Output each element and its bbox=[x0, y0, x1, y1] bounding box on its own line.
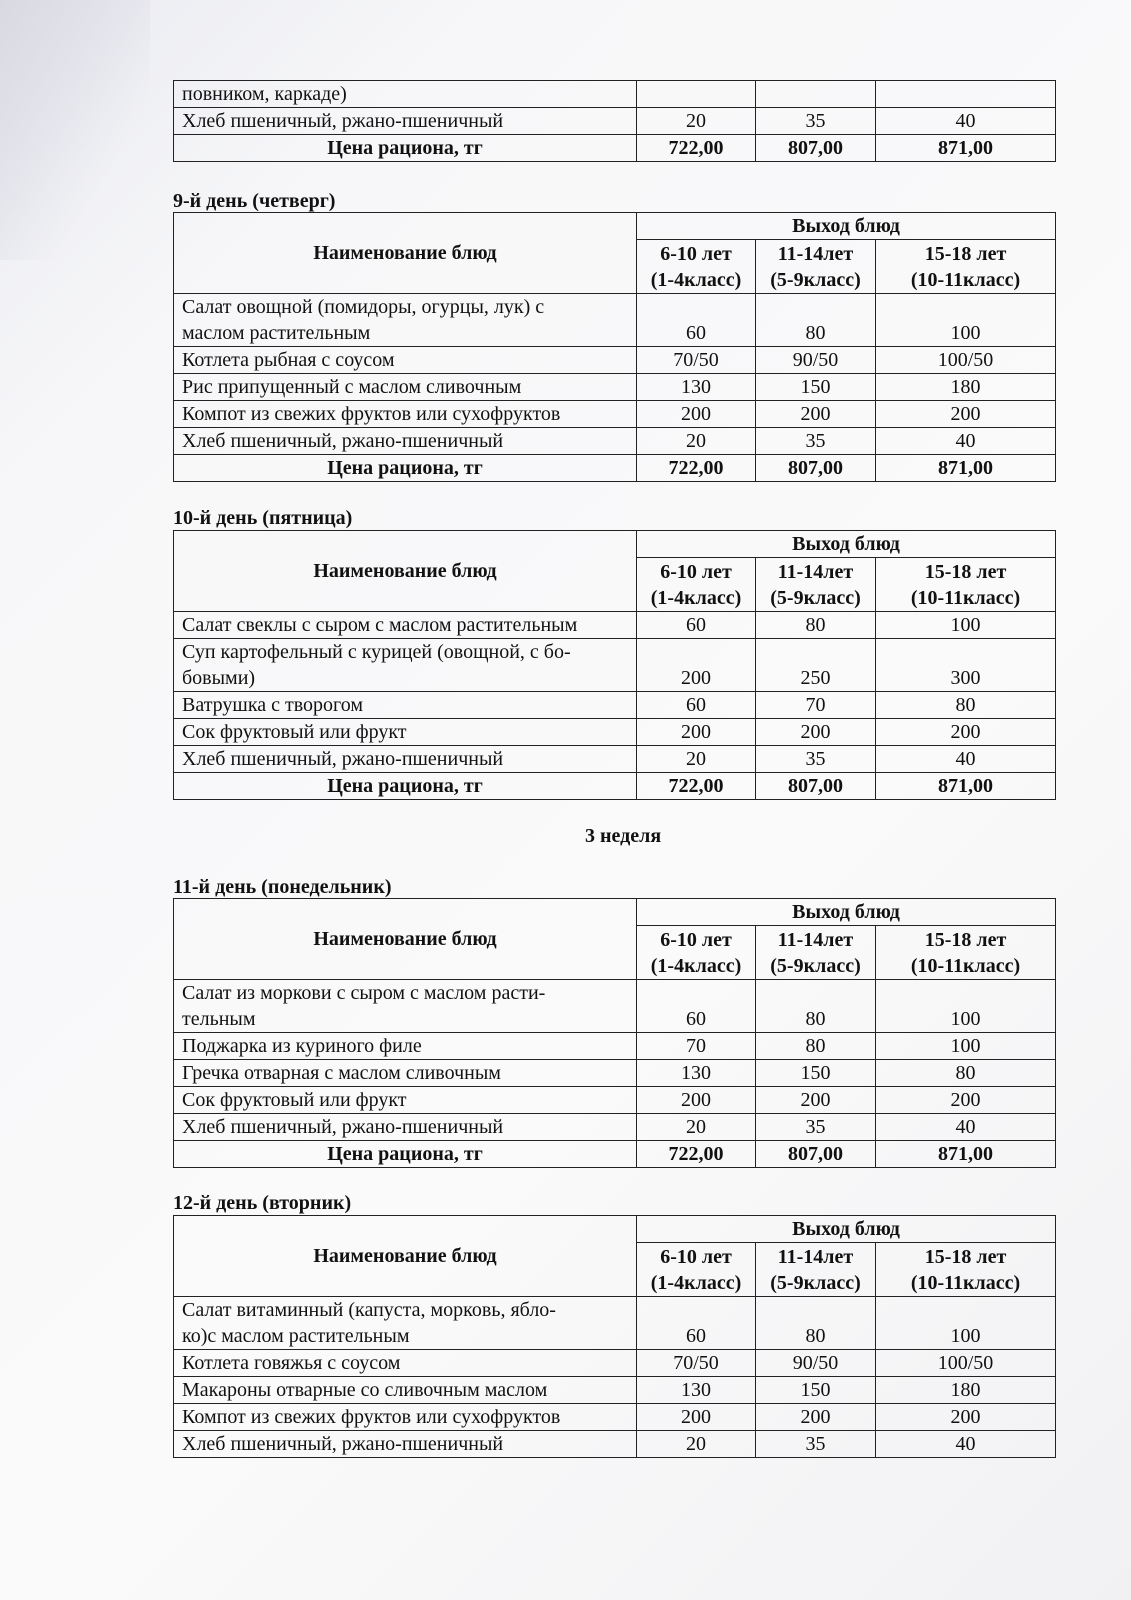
portion-age3: 100 bbox=[876, 1297, 1056, 1350]
total-age2: 807,00 bbox=[756, 135, 876, 162]
dish-name: Поджарка из куриного филе bbox=[174, 1033, 637, 1060]
table-row bbox=[174, 1404, 1056, 1431]
portion-age2: 250 bbox=[756, 639, 876, 692]
class-label: (5-9класс) bbox=[770, 1271, 861, 1294]
dish-name: Компот из свежих фруктов или сухофруктов bbox=[174, 1404, 637, 1431]
day9-title: 9-й день (четверг) bbox=[173, 190, 336, 212]
class-label: (5-9класс) bbox=[770, 954, 861, 977]
total-age3: 871,00 bbox=[876, 135, 1056, 162]
portion-age1: 130 bbox=[637, 1060, 756, 1087]
portion-age3: 80 bbox=[876, 1060, 1056, 1087]
portion-age1: 200 bbox=[637, 719, 756, 746]
age3-header bbox=[876, 1243, 1056, 1297]
portion-age1: 60 bbox=[637, 692, 756, 719]
portion-age1: 200 bbox=[637, 1087, 756, 1114]
portion-age1: 70/50 bbox=[637, 347, 756, 374]
portion-age3: 100 bbox=[876, 612, 1056, 639]
portion-age2: 150 bbox=[756, 1060, 876, 1087]
age1-header bbox=[637, 558, 756, 612]
scan-shadow bbox=[0, 0, 150, 260]
day12-title: 12-й день (вторник) bbox=[173, 1192, 352, 1214]
table-row bbox=[174, 639, 1056, 692]
dish-name: Котлета рыбная с соусом bbox=[174, 347, 637, 374]
portion-age1: 200 bbox=[637, 401, 756, 428]
total-age3: 871,00 bbox=[876, 1141, 1056, 1168]
table-row bbox=[174, 401, 1056, 428]
portion-age1: 130 bbox=[637, 1377, 756, 1404]
portion-age3: 40 bbox=[876, 1431, 1056, 1458]
table-row bbox=[174, 347, 1056, 374]
age-label: 11-14лет bbox=[777, 1245, 854, 1268]
table-row bbox=[174, 1377, 1056, 1404]
portion-age1: 200 bbox=[637, 639, 756, 692]
portion-age3: 40 bbox=[876, 428, 1056, 455]
portion-age1: 130 bbox=[637, 374, 756, 401]
age2-header bbox=[756, 240, 876, 294]
portion-age3: 100/50 bbox=[876, 347, 1056, 374]
portion-age2: 150 bbox=[756, 374, 876, 401]
age-label: 15-18 лет bbox=[924, 560, 1007, 583]
day11-title: 11-й день (понедельник) bbox=[173, 876, 392, 898]
week-heading: 3 неделя bbox=[585, 825, 662, 847]
dish-name: Гречка отварная с маслом сливочным bbox=[174, 1060, 637, 1087]
dish-name: Компот из свежих фруктов или сухофруктов bbox=[174, 401, 637, 428]
total-row bbox=[174, 135, 1056, 162]
output-header: Выход блюд bbox=[637, 213, 1056, 240]
output-header: Выход блюд bbox=[637, 1216, 1056, 1243]
dish-name: Хлеб пшеничный, ржано-пшеничный bbox=[174, 108, 637, 135]
dish-name: Хлеб пшеничный, ржано-пшеничный bbox=[174, 1114, 637, 1141]
total-label: Цена рациона, тг bbox=[174, 455, 637, 482]
age-label: 15-18 лет bbox=[924, 1245, 1007, 1268]
portion-age3: 100/50 bbox=[876, 1350, 1056, 1377]
portion-age3: 100 bbox=[876, 1033, 1056, 1060]
table-row bbox=[174, 980, 1056, 1033]
class-label: (5-9класс) bbox=[770, 586, 861, 609]
portion-age1: 20 bbox=[637, 428, 756, 455]
class-label: (1-4класс) bbox=[650, 586, 742, 609]
class-label: (10-11класс) bbox=[910, 954, 1021, 977]
dish-name: Салат свеклы с сыром с маслом растительным bbox=[174, 612, 637, 639]
portion-age2: 200 bbox=[756, 1087, 876, 1114]
dish-name bbox=[174, 1297, 637, 1350]
age1-header bbox=[637, 1243, 756, 1297]
class-label: (10-11класс) bbox=[910, 268, 1021, 291]
total-age1: 722,00 bbox=[637, 135, 756, 162]
total-age3: 871,00 bbox=[876, 455, 1056, 482]
portion-age2: 200 bbox=[756, 1404, 876, 1431]
table-day9 bbox=[173, 212, 1056, 482]
dish-name: Рис припущенный с маслом сливочным bbox=[174, 374, 637, 401]
table-row bbox=[174, 428, 1056, 455]
portion-age2: 90/50 bbox=[756, 347, 876, 374]
total-age3: 871,00 bbox=[876, 773, 1056, 800]
table-row bbox=[174, 1087, 1056, 1114]
age1-header bbox=[637, 926, 756, 980]
age1-header bbox=[637, 240, 756, 294]
age3-header bbox=[876, 926, 1056, 980]
portion-age3: 200 bbox=[876, 1087, 1056, 1114]
dish-name bbox=[174, 639, 637, 692]
portion-age2: 35 bbox=[756, 746, 876, 773]
class-label: (1-4класс) bbox=[650, 954, 742, 977]
dish-name: Хлеб пшеничный, ржано-пшеничный bbox=[174, 1431, 637, 1458]
class-label: (10-11класс) bbox=[910, 1271, 1021, 1294]
total-row bbox=[174, 773, 1056, 800]
portion-age1: 60 bbox=[637, 1297, 756, 1350]
table-row bbox=[174, 81, 1056, 108]
table-row bbox=[174, 1060, 1056, 1087]
age3-header bbox=[876, 558, 1056, 612]
age-label: 15-18 лет bbox=[924, 928, 1007, 951]
portion-age1: 20 bbox=[637, 108, 756, 135]
total-age2: 807,00 bbox=[756, 773, 876, 800]
dish-name: Ватрушка с творогом bbox=[174, 692, 637, 719]
total-age1: 722,00 bbox=[637, 1141, 756, 1168]
portion-age3: 100 bbox=[876, 980, 1056, 1033]
dish-name-line: маслом растительным bbox=[182, 322, 371, 344]
portion-age1: 60 bbox=[637, 980, 756, 1033]
dish-name: Хлеб пшеничный, ржано-пшеничный bbox=[174, 428, 637, 455]
dish-name: Макароны отварные со сливочным маслом bbox=[174, 1377, 637, 1404]
portion-age1: 70 bbox=[637, 1033, 756, 1060]
dish-name-line: Суп картофельный с курицей (овощной, с бо- bbox=[182, 641, 571, 663]
age-label: 11-14лет bbox=[777, 928, 854, 951]
dish-column-header: Наименование блюд bbox=[174, 1216, 637, 1297]
portion-age3 bbox=[876, 81, 1056, 108]
dish-name: Котлета говяжья с соусом bbox=[174, 1350, 637, 1377]
portion-age3: 200 bbox=[876, 719, 1056, 746]
portion-age2: 70 bbox=[756, 692, 876, 719]
class-label: (5-9класс) bbox=[770, 268, 861, 291]
age-label: 11-14лет bbox=[777, 560, 854, 583]
class-label: (1-4класс) bbox=[650, 1271, 742, 1294]
total-age2: 807,00 bbox=[756, 1141, 876, 1168]
portion-age3: 40 bbox=[876, 108, 1056, 135]
dish-name-line: тельным bbox=[182, 1008, 256, 1030]
portion-age2: 80 bbox=[756, 612, 876, 639]
dish-name: Сок фруктовый или фрукт bbox=[174, 1087, 637, 1114]
portion-age2 bbox=[756, 81, 876, 108]
table-row bbox=[174, 719, 1056, 746]
portion-age2: 80 bbox=[756, 294, 876, 347]
portion-age1: 20 bbox=[637, 1431, 756, 1458]
portion-age2: 35 bbox=[756, 1114, 876, 1141]
table-row bbox=[174, 1350, 1056, 1377]
portion-age1: 70/50 bbox=[637, 1350, 756, 1377]
total-age1: 722,00 bbox=[637, 773, 756, 800]
dish-name-line: Салат витаминный (капуста, морковь, ябло- bbox=[182, 1299, 556, 1321]
class-label: (1-4класс) bbox=[650, 268, 742, 291]
dish-name bbox=[174, 980, 637, 1033]
portion-age2: 200 bbox=[756, 719, 876, 746]
portion-age1: 20 bbox=[637, 1114, 756, 1141]
table-row bbox=[174, 1431, 1056, 1458]
table-day10 bbox=[173, 530, 1056, 800]
age2-header bbox=[756, 926, 876, 980]
dish-name-line: бовыми) bbox=[182, 667, 256, 689]
portion-age2: 35 bbox=[756, 1431, 876, 1458]
total-age2: 807,00 bbox=[756, 455, 876, 482]
header-row bbox=[174, 531, 1056, 558]
dish-column-header: Наименование блюд bbox=[174, 213, 637, 294]
output-header: Выход блюд bbox=[637, 531, 1056, 558]
class-label: (10-11класс) bbox=[910, 586, 1021, 609]
table-row bbox=[174, 1033, 1056, 1060]
table-row bbox=[174, 746, 1056, 773]
dish-name: повником, каркаде) bbox=[174, 81, 637, 108]
total-label: Цена рациона, тг bbox=[174, 773, 637, 800]
portion-age3: 200 bbox=[876, 401, 1056, 428]
dish-column-header: Наименование блюд bbox=[174, 899, 637, 980]
age-label: 11-14лет bbox=[777, 242, 854, 265]
dish-name: Сок фруктовый или фрукт bbox=[174, 719, 637, 746]
portion-age1 bbox=[637, 81, 756, 108]
age-label: 6-10 лет bbox=[660, 928, 732, 951]
total-label: Цена рациона, тг bbox=[174, 1141, 637, 1168]
portion-age3: 100 bbox=[876, 294, 1056, 347]
portion-age1: 60 bbox=[637, 294, 756, 347]
dish-name: Хлеб пшеничный, ржано-пшеничный bbox=[174, 746, 637, 773]
table-row bbox=[174, 612, 1056, 639]
portion-age1: 60 bbox=[637, 612, 756, 639]
dish-name-line: ко)с маслом растительным bbox=[182, 1325, 410, 1347]
age-label: 6-10 лет bbox=[660, 1245, 732, 1268]
portion-age3: 200 bbox=[876, 1404, 1056, 1431]
portion-age3: 40 bbox=[876, 746, 1056, 773]
portion-age2: 35 bbox=[756, 108, 876, 135]
portion-age1: 200 bbox=[637, 1404, 756, 1431]
age2-header bbox=[756, 558, 876, 612]
dish-column-header: Наименование блюд bbox=[174, 531, 637, 612]
portion-age2: 80 bbox=[756, 1033, 876, 1060]
table-day11 bbox=[173, 898, 1056, 1168]
portion-age3: 40 bbox=[876, 1114, 1056, 1141]
dish-name bbox=[174, 294, 637, 347]
portion-age2: 150 bbox=[756, 1377, 876, 1404]
age-label: 6-10 лет bbox=[660, 560, 732, 583]
table-row bbox=[174, 1114, 1056, 1141]
dish-name-line: Салат из моркови с сыром с маслом расти- bbox=[182, 982, 546, 1004]
total-row bbox=[174, 455, 1056, 482]
portion-age2: 80 bbox=[756, 1297, 876, 1350]
age3-header bbox=[876, 240, 1056, 294]
portion-age2: 80 bbox=[756, 980, 876, 1033]
total-age1: 722,00 bbox=[637, 455, 756, 482]
table-row bbox=[174, 374, 1056, 401]
table-day12 bbox=[173, 1215, 1056, 1458]
header-row bbox=[174, 899, 1056, 926]
age2-header bbox=[756, 1243, 876, 1297]
table-row bbox=[174, 294, 1056, 347]
portion-age3: 180 bbox=[876, 1377, 1056, 1404]
portion-age1: 20 bbox=[637, 746, 756, 773]
portion-age2: 200 bbox=[756, 401, 876, 428]
day10-title: 10-й день (пятница) bbox=[173, 507, 353, 529]
age-label: 6-10 лет bbox=[660, 242, 732, 265]
header-row bbox=[174, 1216, 1056, 1243]
age-label: 15-18 лет bbox=[924, 242, 1007, 265]
portion-age3: 80 bbox=[876, 692, 1056, 719]
table-row bbox=[174, 1297, 1056, 1350]
output-header: Выход блюд bbox=[637, 899, 1056, 926]
portion-age3: 180 bbox=[876, 374, 1056, 401]
portion-age3: 300 bbox=[876, 639, 1056, 692]
portion-age2: 35 bbox=[756, 428, 876, 455]
portion-age2: 90/50 bbox=[756, 1350, 876, 1377]
table-row bbox=[174, 108, 1056, 135]
table-day8-tail bbox=[173, 80, 1056, 162]
total-row bbox=[174, 1141, 1056, 1168]
dish-name-line: Салат овощной (помидоры, огурцы, лук) с bbox=[182, 296, 545, 318]
header-row bbox=[174, 213, 1056, 240]
total-label: Цена рациона, тг bbox=[174, 135, 637, 162]
table-row bbox=[174, 692, 1056, 719]
